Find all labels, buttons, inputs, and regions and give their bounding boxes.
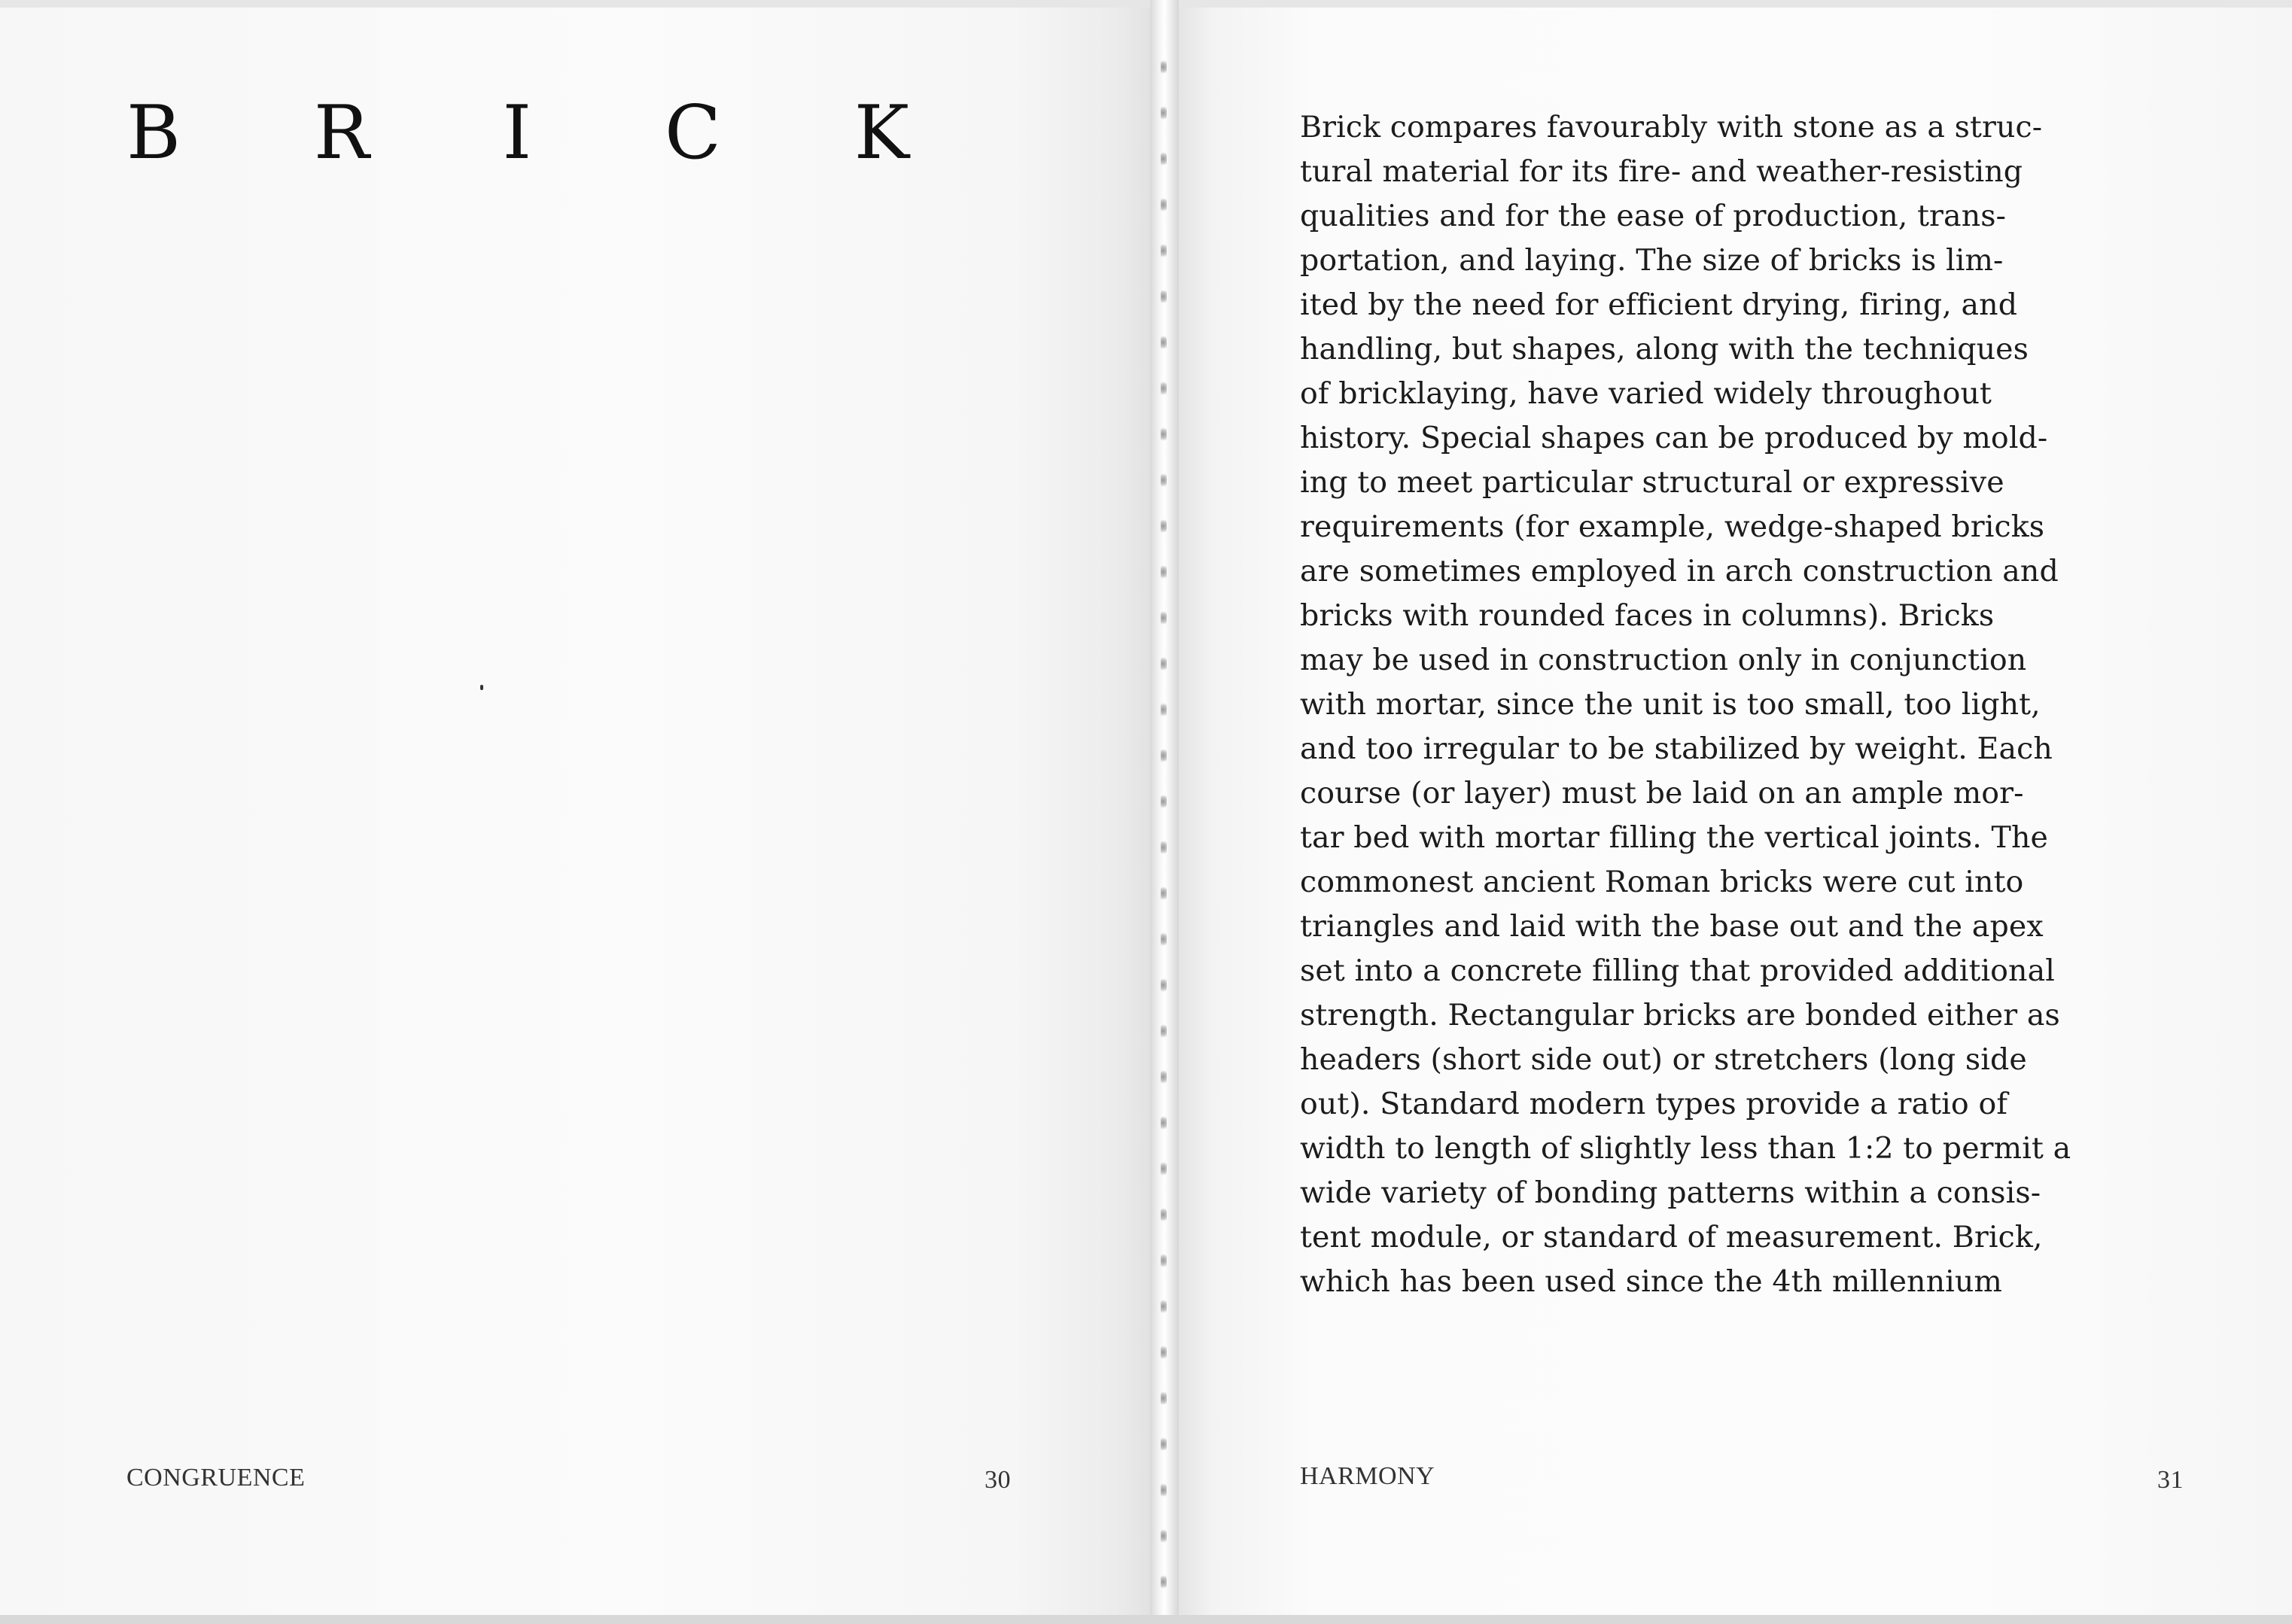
text-line: requirements (for example, wedge-shaped bricks <box>1300 509 2045 544</box>
stitch-mark <box>1161 152 1167 167</box>
text-line: set into a concrete filling that provided additional <box>1300 953 2055 988</box>
stitch-mark <box>1161 473 1167 488</box>
stitch-mark <box>1161 382 1167 397</box>
left-running-footer: CONGRUENCE <box>126 1464 306 1492</box>
text-line: which has been used since the 4th millennium <box>1300 1264 2002 1299</box>
text-line: with mortar, since the unit is too small, too light, <box>1300 687 2041 722</box>
text-line: tent module, or standard of measurement. Brick, <box>1300 1220 2043 1254</box>
stitch-mark <box>1161 749 1167 764</box>
text-line: history. Special shapes can be produced by mold- <box>1300 421 2048 455</box>
stitch-mark <box>1161 427 1167 442</box>
text-line: and too irregular to be stabilized by weight. Each <box>1300 731 2053 766</box>
text-line: ing to meet particular structural or expressive <box>1300 465 2004 500</box>
stitch-mark <box>1161 1254 1167 1269</box>
stitch-mark <box>1161 565 1167 580</box>
stitch-mark <box>1161 978 1167 993</box>
chapter-heading <box>126 90 909 187</box>
stitch-mark <box>1161 1300 1167 1315</box>
text-line: qualities and for the ease of production, trans- <box>1300 199 2007 233</box>
stitch-mark <box>1161 932 1167 947</box>
right-page-number: 31 <box>2157 1466 2184 1494</box>
text-line: of bricklaying, have varied widely throughout <box>1300 376 1992 411</box>
paper-speck <box>480 685 483 690</box>
top-edge <box>0 0 2292 8</box>
left-page-number: 30 <box>985 1466 1011 1494</box>
stitch-mark <box>1161 1024 1167 1039</box>
left-page <box>0 8 1150 1619</box>
stitch-mark <box>1161 1483 1167 1498</box>
stitch-mark <box>1161 1070 1167 1085</box>
body-paragraph <box>1300 105 2098 1304</box>
text-line: width to length of slightly less than 1:2 to permit a <box>1300 1131 2071 1166</box>
text-line: ited by the need for efficient drying, firing, and <box>1300 287 2018 322</box>
heading-letter: C <box>664 90 721 176</box>
stitch-mark <box>1161 290 1167 305</box>
stitch-mark <box>1161 1346 1167 1361</box>
text-line: are sometimes employed in arch construction and <box>1300 554 2059 588</box>
stitch-mark <box>1161 887 1167 902</box>
stitch-mark <box>1161 611 1167 626</box>
stitch-mark <box>1161 795 1167 810</box>
heading-letter: B <box>126 90 181 176</box>
text-line: out). Standard modern types provide a ratio of <box>1300 1087 2008 1121</box>
bottom-edge <box>0 1615 2292 1624</box>
stitch-mark <box>1161 1437 1167 1452</box>
stitch-mark <box>1161 1575 1167 1590</box>
right-running-footer: HARMONY <box>1300 1462 1435 1490</box>
stitch-mark <box>1161 1208 1167 1223</box>
text-line: portation, and laying. The size of bricks is lim- <box>1300 243 2004 278</box>
text-line: headers (short side out) or stretchers (long side <box>1300 1042 2027 1077</box>
heading-letter: I <box>502 90 532 176</box>
stitch-mark <box>1161 106 1167 121</box>
stitch-mark <box>1161 657 1167 672</box>
stitch-mark <box>1161 244 1167 259</box>
heading-letter: R <box>313 90 370 176</box>
stitch-mark <box>1161 336 1167 351</box>
text-line: may be used in construction only in conjunction <box>1300 643 2027 677</box>
text-line: course (or layer) must be laid on an ample mor- <box>1300 776 2024 810</box>
text-line: handling, but shapes, along with the techniques <box>1300 332 2029 366</box>
stitch-mark <box>1161 1162 1167 1177</box>
text-line: bricks with rounded faces in columns). Bricks <box>1300 598 1995 633</box>
stitch-mark <box>1161 1391 1167 1407</box>
text-line: wide variety of bonding patterns within a consis- <box>1300 1175 2041 1210</box>
stitch-mark <box>1161 703 1167 718</box>
text-line: tar bed with mortar filling the vertical joints. The <box>1300 820 2048 855</box>
stitch-mark <box>1161 60 1167 75</box>
stitch-mark <box>1161 1529 1167 1544</box>
text-line: triangles and laid with the base out and the apex <box>1300 909 2044 944</box>
stitch-mark <box>1161 1116 1167 1131</box>
stitch-mark <box>1161 841 1167 856</box>
heading-letter: K <box>854 90 909 176</box>
text-line: Brick compares favourably with stone as a struc- <box>1300 110 2043 144</box>
text-line: commonest ancient Roman bricks were cut into <box>1300 865 2024 899</box>
text-line: tural material for its fire- and weather-resisting <box>1300 154 2023 189</box>
stitch-mark <box>1161 198 1167 213</box>
text-line: strength. Rectangular bricks are bonded either as <box>1300 998 2060 1032</box>
stitch-mark <box>1161 519 1167 534</box>
